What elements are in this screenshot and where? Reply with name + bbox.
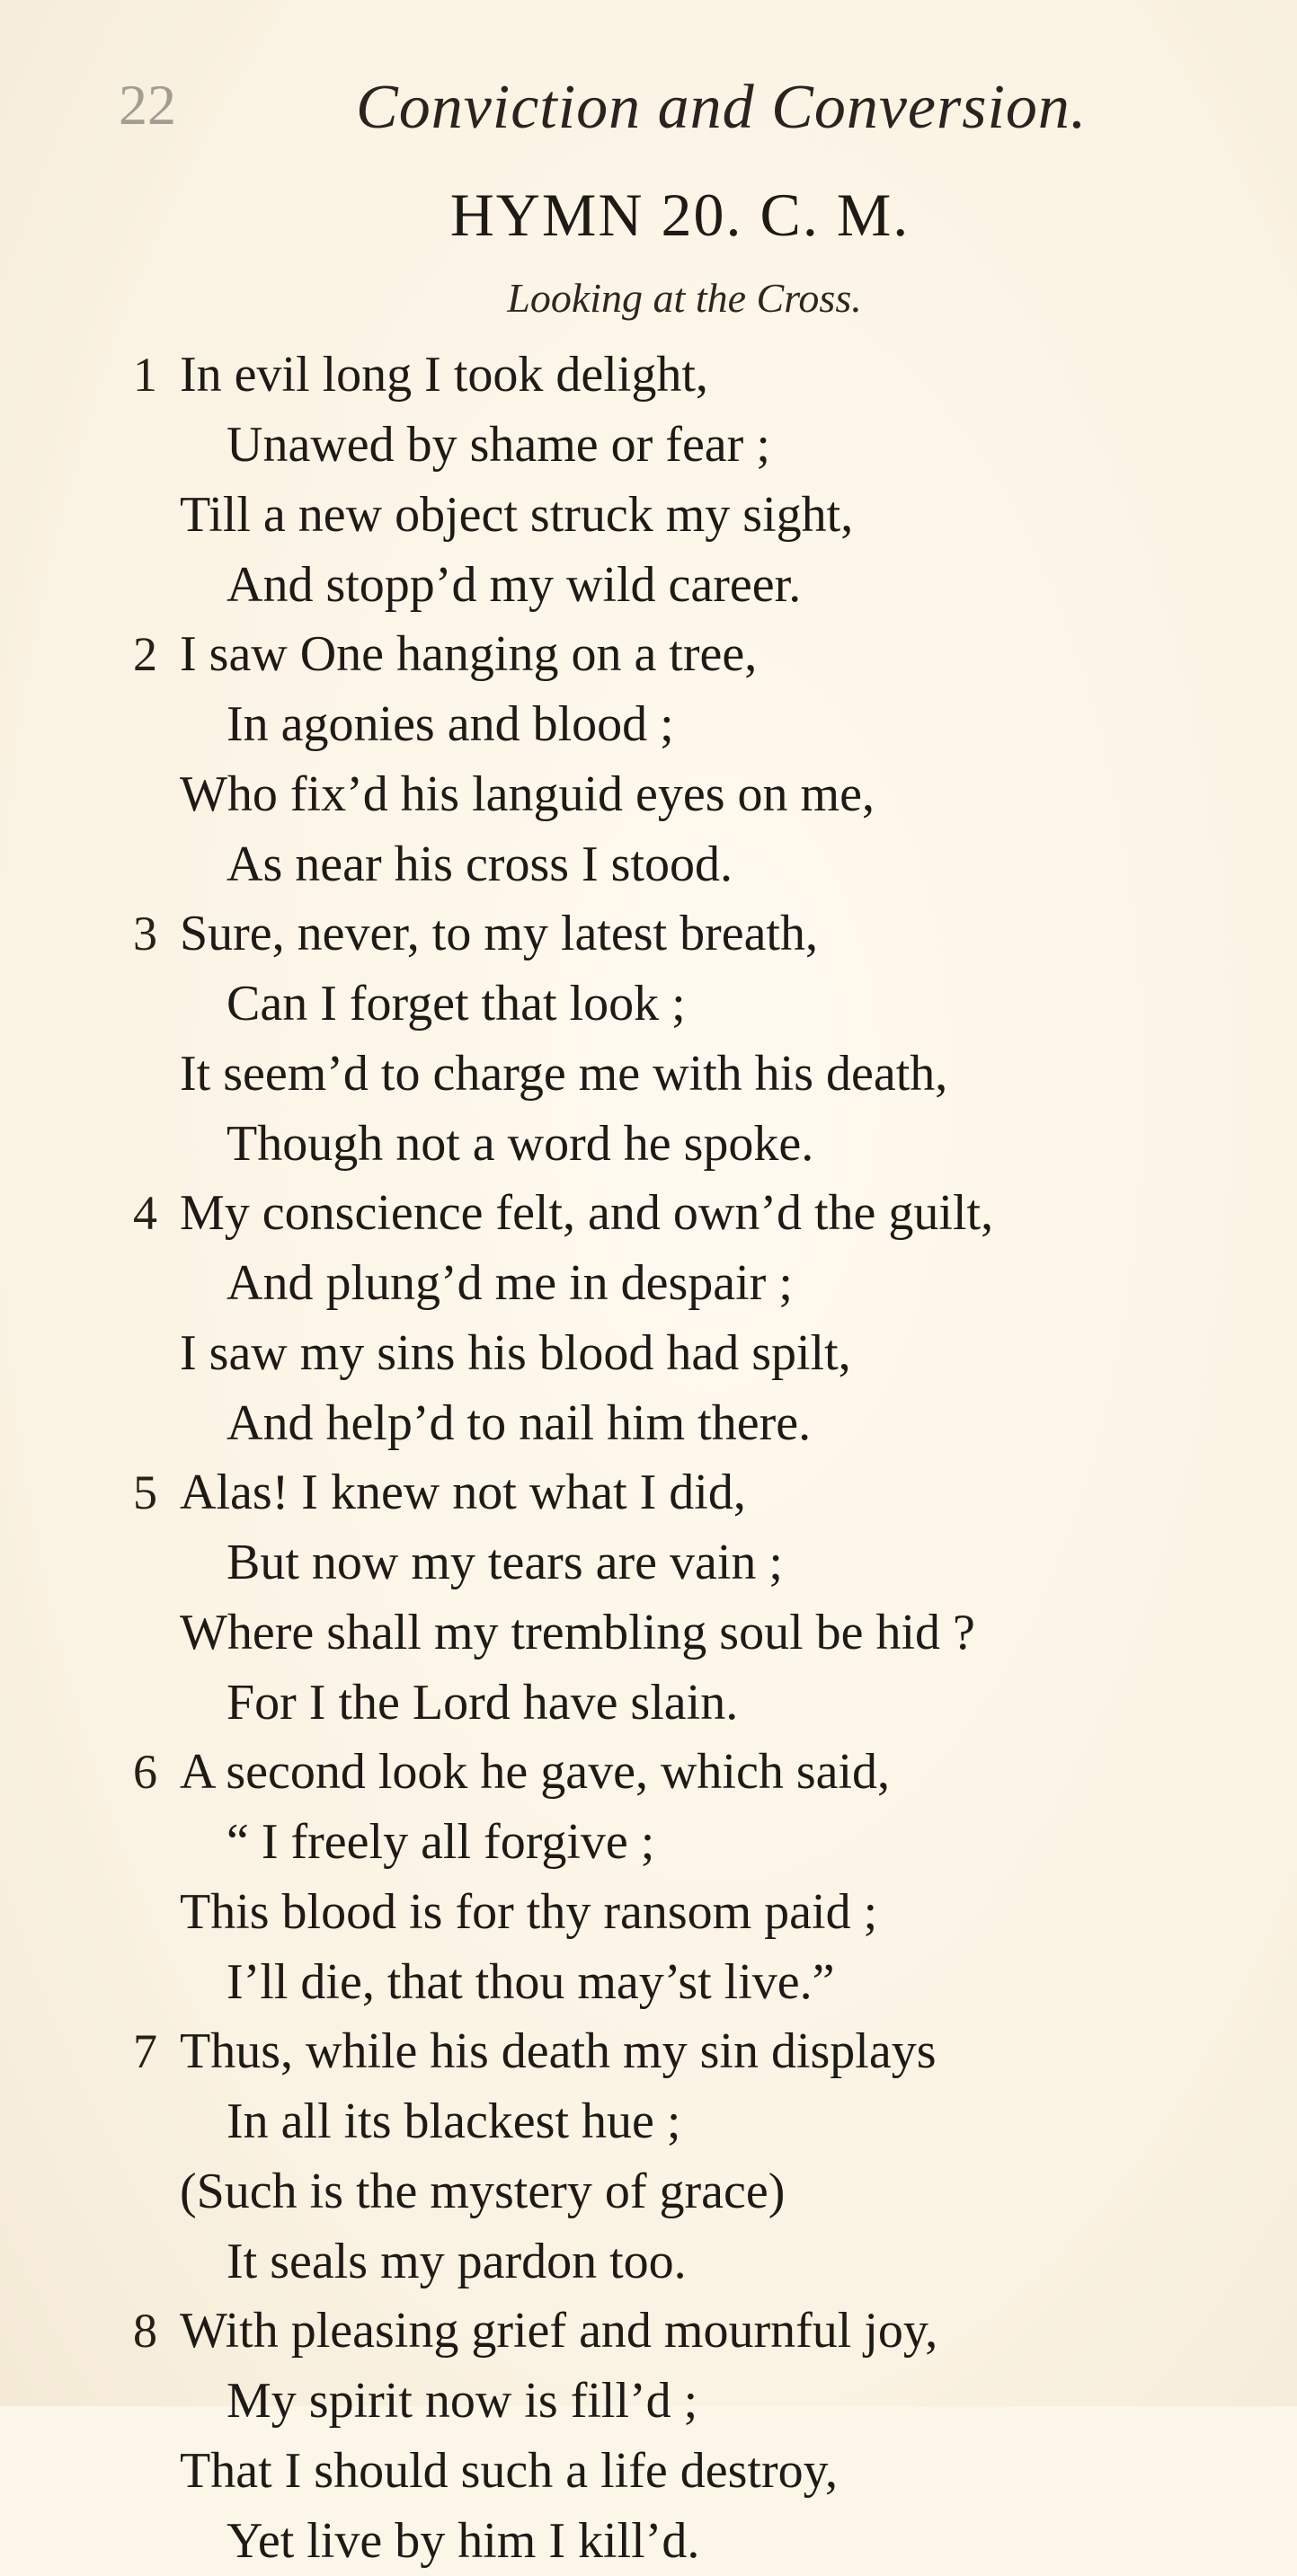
verse-number: 2 bbox=[133, 627, 157, 681]
verse-line: It seals my pardon too. bbox=[227, 2234, 687, 2289]
verse-line: Can I forget that look ; bbox=[227, 976, 686, 1031]
verse bbox=[133, 1457, 1194, 1737]
verse bbox=[133, 619, 1194, 899]
verse-number: 1 bbox=[133, 348, 157, 402]
page-header bbox=[119, 72, 1125, 153]
verse-number: 6 bbox=[133, 1745, 157, 1799]
verse bbox=[133, 1737, 1194, 2016]
verse-line: Sure, never, to my latest breath, bbox=[180, 906, 818, 961]
page-number: 22 bbox=[119, 73, 176, 137]
hymn-verses bbox=[133, 340, 1194, 2575]
verse-line: Where shall my trembling soul be hid ? bbox=[180, 1605, 975, 1660]
verse-line: In evil long I took delight, bbox=[180, 347, 708, 403]
verse-line: And plung’d me in despair ; bbox=[227, 1255, 793, 1311]
verse-line: I saw my sins his blood had spilt, bbox=[180, 1325, 851, 1381]
running-head: Conviction and Conversion. bbox=[356, 73, 1088, 142]
verse-line: In agonies and blood ; bbox=[227, 696, 674, 752]
verse bbox=[133, 340, 1194, 619]
verse-number: 7 bbox=[133, 2024, 157, 2078]
verse-line: As near his cross I stood. bbox=[227, 837, 733, 892]
verse-line: In all its blackest hue ; bbox=[227, 2094, 681, 2149]
verse-line: Thus, while his death my sin displays bbox=[180, 2023, 937, 2079]
verse-line: But now my tears are vain ; bbox=[227, 1535, 783, 1590]
verse-line: It seem’d to charge me with his death, bbox=[180, 1046, 948, 1102]
verse-line: (Such is the mystery of grace) bbox=[180, 2164, 786, 2219]
verse bbox=[133, 899, 1194, 1178]
verse-line: “ I freely all forgive ; bbox=[227, 1814, 655, 1870]
verse-number: 5 bbox=[133, 1465, 157, 1519]
verse-line: Yet live by him I kill’d. bbox=[227, 2513, 700, 2569]
verse-line: Alas! I knew not what I did, bbox=[180, 1465, 746, 1520]
verse-line: Unawed by shame or fear ; bbox=[227, 417, 770, 473]
verse-line: And stopp’d my wild career. bbox=[227, 557, 802, 613]
verse-line: I’ll die, that thou may’st live.” bbox=[227, 1954, 835, 2010]
verse-line: This blood is for thy ransom paid ; bbox=[180, 1884, 878, 1940]
hymn-subtitle: Looking at the Cross. bbox=[507, 275, 862, 321]
verse-line: And help’d to nail him there. bbox=[227, 1395, 812, 1451]
verse-line: Though not a word he spoke. bbox=[227, 1116, 814, 1172]
verse-line: My conscience felt, and own’d the guilt, bbox=[180, 1185, 994, 1241]
verse-line: A second look he gave, which said, bbox=[180, 1744, 891, 1800]
verse-line: For I the Lord have slain. bbox=[227, 1675, 739, 1731]
verse bbox=[133, 2296, 1194, 2575]
verse bbox=[133, 2016, 1194, 2296]
verse-line: Till a new object struck my sight, bbox=[180, 487, 854, 543]
verse-number: 3 bbox=[133, 907, 157, 960]
verse-line: That I should such a life destroy, bbox=[180, 2443, 838, 2499]
verse-number: 8 bbox=[133, 2304, 157, 2358]
verse-line: Who fix’d his languid eyes on me, bbox=[180, 766, 875, 822]
verse bbox=[133, 1178, 1194, 1457]
hymn-title: HYMN 20. C. M. bbox=[449, 181, 911, 249]
verse-number: 4 bbox=[133, 1186, 157, 1240]
verse-line: I saw One hanging on a tree, bbox=[180, 626, 758, 682]
verse-line: With pleasing grief and mournful joy, bbox=[180, 2303, 938, 2359]
verse-line: My spirit now is fill’d ; bbox=[227, 2373, 698, 2429]
